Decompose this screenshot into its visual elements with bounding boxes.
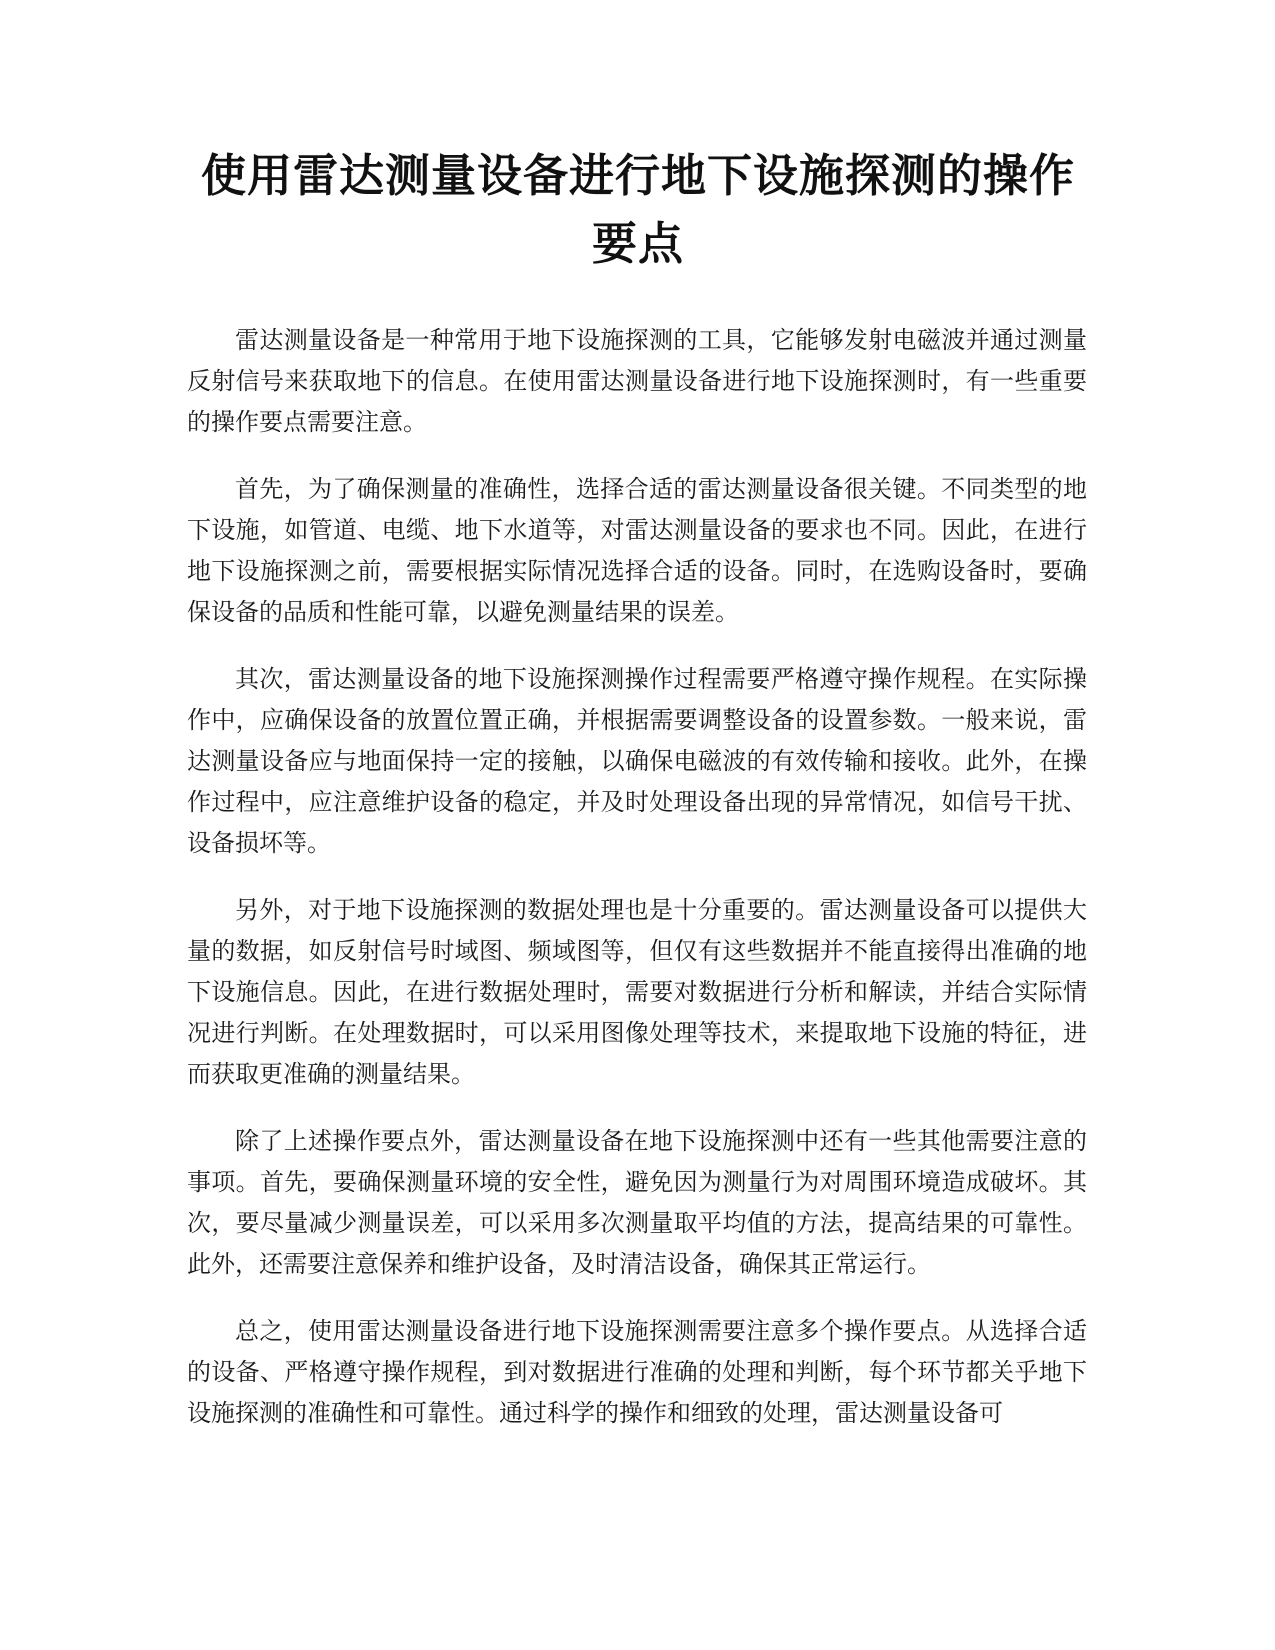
paragraph-summary: 总之，使用雷达测量设备进行地下设施探测需要注意多个操作要点。从选择合适的设备、严格遵守操作规程，到对数据进行准确的处理和判断，每个环节都关乎地下设施探测的准确性和可靠性。通过科学的操作和细致的处理，雷达测量设备可	[187, 1317, 1087, 1427]
paragraph-intro: 雷达测量设备是一种常用于地下设施探测的工具，它能够发射电磁波并通过测量反射信号来获取地下的信息。在使用雷达测量设备进行地下设施探测时，有一些重要的操作要点需要注意。	[187, 326, 1087, 436]
document-body	[187, 320, 1087, 1460]
title-line-2: 要点	[591, 217, 684, 270]
paragraph-other-precautions: 除了上述操作要点外，雷达测量设备在地下设施探测中还有一些其他需要注意的事项。首先，要确保测量环境的安全性，避免因为测量行为对周围环境造成破坏。其次，要尽量减少测量误差，可以采用多次测量取平均值的方法，提高结果的可靠性。此外，还需要注意保养和维护设备，及时清洁设备，确保其正常运行。	[187, 1127, 1087, 1278]
title-line-1: 使用雷达测量设备进行地下设施探测的操作	[200, 149, 1075, 202]
paragraph-equipment-selection: 首先，为了确保测量的准确性，选择合适的雷达测量设备很关键。不同类型的地下设施，如管道、电缆、地下水道等，对雷达测量设备的要求也不同。因此，在进行地下设施探测之前，需要根据实际情况选择合适的设备。同时，在选购设备时，要确保设备的品质和性能可靠，以避免测量结果的误差。	[187, 475, 1087, 626]
document-title	[180, 142, 1096, 278]
paragraph-operation-procedure: 其次，雷达测量设备的地下设施探测操作过程需要严格遵守操作规程。在实际操作中，应确保设备的放置位置正确，并根据需要调整设备的设置参数。一般来说，雷达测量设备应与地面保持一定的接触，以确保电磁波的有效传输和接收。此外，在操作过程中，应注意维护设备的稳定，并及时处理设备出现的异常情况，如信号干扰、设备损坏等。	[187, 665, 1087, 857]
paragraph-data-processing: 另外，对于地下设施探测的数据处理也是十分重要的。雷达测量设备可以提供大量的数据，如反射信号时域图、频域图等，但仅有这些数据并不能直接得出准确的地下设施信息。因此，在进行数据处理时，需要对数据进行分析和解读，并结合实际情况进行判断。在处理数据时，可以采用图像处理等技术，来提取地下设施的特征，进而获取更准确的测量结果。	[187, 896, 1087, 1088]
